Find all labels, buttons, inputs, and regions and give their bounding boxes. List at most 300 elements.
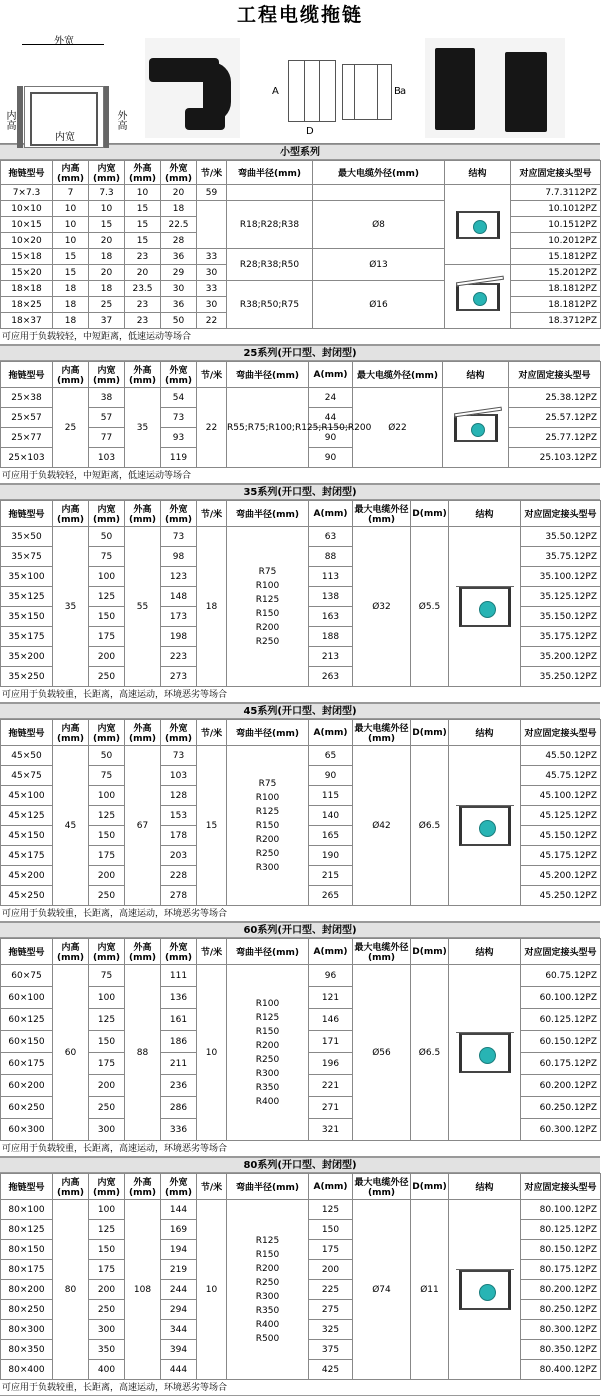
column-header: 内宽(mm) bbox=[89, 1174, 125, 1200]
table-cell: 55 bbox=[125, 527, 161, 687]
column-header: 外高(mm) bbox=[125, 939, 161, 965]
table-cell: 188 bbox=[309, 627, 353, 647]
column-header: 弯曲半径(mm) bbox=[227, 939, 309, 965]
table-cell: 22.5 bbox=[161, 217, 197, 233]
table-cell: 80×400 bbox=[1, 1360, 53, 1380]
table-cell: 60.300.12PZ bbox=[521, 1119, 601, 1141]
table-cell: 23 bbox=[125, 313, 161, 329]
column-header: 节/米 bbox=[197, 1174, 227, 1200]
table-cell: 60.150.12PZ bbox=[521, 1031, 601, 1053]
table-cell: 45.100.12PZ bbox=[521, 786, 601, 806]
table-cell: 60×250 bbox=[1, 1097, 53, 1119]
table-cell: 36 bbox=[161, 249, 197, 265]
table-cell: 20 bbox=[125, 265, 161, 281]
section-note: 可应用于负载较重，长距离，高速运动，环境恶劣等场合 bbox=[0, 687, 600, 703]
table-cell: R125 R150 R200 R250 R300 R350 R400 R500 bbox=[227, 1200, 309, 1380]
table-cell: 18×37 bbox=[1, 313, 53, 329]
spec-table bbox=[0, 938, 601, 1141]
table-cell bbox=[449, 1200, 521, 1380]
table-cell: 35×50 bbox=[1, 527, 53, 547]
column-header: A(mm) bbox=[309, 362, 353, 388]
table-cell: 45×250 bbox=[1, 886, 53, 906]
column-header: 弯曲半径(mm) bbox=[227, 501, 309, 527]
cable-icon bbox=[479, 601, 496, 618]
column-header: 最大电缆外径(mm) bbox=[353, 720, 411, 746]
table-cell: 425 bbox=[309, 1360, 353, 1380]
column-header: 内宽(mm) bbox=[89, 362, 125, 388]
table-cell: Ø6.5 bbox=[411, 746, 449, 906]
outer-width-line bbox=[22, 44, 104, 45]
table-row bbox=[1, 388, 601, 408]
column-header: 内宽(mm) bbox=[89, 161, 125, 185]
table-cell: 140 bbox=[309, 806, 353, 826]
table-cell: 200 bbox=[89, 1280, 125, 1300]
table-cell: 394 bbox=[161, 1340, 197, 1360]
table-cell: 28 bbox=[161, 233, 197, 249]
table-cell: 336 bbox=[161, 1119, 197, 1141]
table-cell: 29 bbox=[161, 265, 197, 281]
column-header: 结构 bbox=[445, 161, 511, 185]
table-cell: 35×100 bbox=[1, 567, 53, 587]
table-cell: 35.100.12PZ bbox=[521, 567, 601, 587]
table-cell: R75 R100 R125 R150 R200 R250 R300 bbox=[227, 746, 309, 906]
column-header: 外宽(mm) bbox=[161, 501, 197, 527]
cable-icon bbox=[473, 220, 487, 234]
table-cell: 15.1812PZ bbox=[511, 249, 601, 265]
table-cell: 103 bbox=[161, 766, 197, 786]
table-cell: 80.125.12PZ bbox=[521, 1220, 601, 1240]
table-row bbox=[1, 185, 601, 201]
column-header: 对应固定接头型号 bbox=[509, 362, 601, 388]
table-row bbox=[1, 1200, 601, 1220]
table-cell: Ø11 bbox=[411, 1200, 449, 1380]
table-cell: 221 bbox=[309, 1075, 353, 1097]
table-cell: 22 bbox=[197, 388, 227, 468]
table-cell: 10.1012PZ bbox=[511, 201, 601, 217]
table-cell: 35.200.12PZ bbox=[521, 647, 601, 667]
column-header: 最大电缆外径(mm) bbox=[353, 939, 411, 965]
table-cell: 161 bbox=[161, 1009, 197, 1031]
column-header: A(mm) bbox=[309, 720, 353, 746]
table-cell: 60 bbox=[53, 965, 89, 1141]
column-header: A(mm) bbox=[309, 939, 353, 965]
table-cell: 125 bbox=[309, 1200, 353, 1220]
table-cell: 219 bbox=[161, 1260, 197, 1280]
frame-left-plate bbox=[17, 86, 23, 148]
table-cell: 60×200 bbox=[1, 1075, 53, 1097]
section-note: 可应用于负载较重，长距离，高速运动，环境恶劣等场合 bbox=[0, 1380, 600, 1396]
table-cell bbox=[449, 965, 521, 1141]
table-cell: 375 bbox=[309, 1340, 353, 1360]
column-header: 外高(mm) bbox=[125, 501, 161, 527]
table-cell: 35.150.12PZ bbox=[521, 607, 601, 627]
column-header: 拖链型号 bbox=[1, 362, 53, 388]
table-cell: 80.350.12PZ bbox=[521, 1340, 601, 1360]
column-header: 内宽(mm) bbox=[89, 501, 125, 527]
table-cell: R18;R28;R38 bbox=[227, 201, 313, 249]
column-header: 结构 bbox=[449, 1174, 521, 1200]
header-row bbox=[1, 1174, 601, 1200]
table-cell: 80×175 bbox=[1, 1260, 53, 1280]
table-cell: 45.175.12PZ bbox=[521, 846, 601, 866]
table-cell: 10 bbox=[53, 233, 89, 249]
table-cell: 80×125 bbox=[1, 1220, 53, 1240]
table-cell: 45×125 bbox=[1, 806, 53, 826]
table-cell: 236 bbox=[161, 1075, 197, 1097]
table-cell: 45.200.12PZ bbox=[521, 866, 601, 886]
column-header: 外高(mm) bbox=[125, 161, 161, 185]
table-cell: 18.1812PZ bbox=[511, 281, 601, 297]
table-cell: 10 bbox=[89, 201, 125, 217]
column-header: 拖链型号 bbox=[1, 720, 53, 746]
table-cell: 80×200 bbox=[1, 1280, 53, 1300]
table-cell: 150 bbox=[309, 1220, 353, 1240]
table-cell: 190 bbox=[309, 846, 353, 866]
column-header: 拖链型号 bbox=[1, 161, 53, 185]
spec-table bbox=[0, 719, 601, 906]
table-cell: Ø42 bbox=[353, 746, 411, 906]
table-cell: 163 bbox=[309, 607, 353, 627]
table-cell: Ø8 bbox=[313, 201, 445, 249]
table-cell: 100 bbox=[89, 786, 125, 806]
table-cell: 175 bbox=[309, 1240, 353, 1260]
table-cell: 213 bbox=[309, 647, 353, 667]
table-cell: 60.125.12PZ bbox=[521, 1009, 601, 1031]
table-cell: 150 bbox=[89, 826, 125, 846]
spec-table bbox=[0, 361, 601, 468]
table-cell: 108 bbox=[125, 1200, 161, 1380]
table-cell: 171 bbox=[309, 1031, 353, 1053]
column-header: 节/米 bbox=[197, 939, 227, 965]
table-cell: 344 bbox=[161, 1320, 197, 1340]
table-cell: 45 bbox=[53, 746, 89, 906]
column-header: 外宽(mm) bbox=[161, 161, 197, 185]
chain-lower-run bbox=[185, 108, 225, 130]
table-cell: 148 bbox=[161, 587, 197, 607]
table-cell: 35×175 bbox=[1, 627, 53, 647]
column-header: 对应固定接头型号 bbox=[521, 501, 601, 527]
table-cell: 125 bbox=[89, 806, 125, 826]
table-cell bbox=[443, 388, 509, 468]
column-header: 节/米 bbox=[197, 161, 227, 185]
table-cell: 10.2012PZ bbox=[511, 233, 601, 249]
table-cell: 35.125.12PZ bbox=[521, 587, 601, 607]
table-cell: 60×300 bbox=[1, 1119, 53, 1141]
table-cell: 35.250.12PZ bbox=[521, 667, 601, 687]
table-cell: 75 bbox=[89, 965, 125, 987]
structure-diagram bbox=[456, 211, 500, 239]
table-cell: 103 bbox=[89, 448, 125, 468]
table-cell: 80.100.12PZ bbox=[521, 1200, 601, 1220]
table-cell: 33 bbox=[197, 281, 227, 297]
table-cell: 10 bbox=[197, 1200, 227, 1380]
column-header: 外宽(mm) bbox=[161, 720, 197, 746]
cable-icon bbox=[479, 820, 496, 837]
table-cell: Ø5.5 bbox=[411, 527, 449, 687]
column-header: 节/米 bbox=[197, 362, 227, 388]
cable-icon bbox=[473, 292, 487, 306]
table-cell: 80.175.12PZ bbox=[521, 1260, 601, 1280]
bracket-right bbox=[505, 52, 547, 132]
table-cell: 25.77.12PZ bbox=[509, 428, 601, 448]
table-cell: 73 bbox=[161, 746, 197, 766]
table-cell: 125 bbox=[89, 1220, 125, 1240]
table-cell: 294 bbox=[161, 1300, 197, 1320]
table-cell: 244 bbox=[161, 1280, 197, 1300]
table-cell: 198 bbox=[161, 627, 197, 647]
table-cell: 125 bbox=[89, 1009, 125, 1031]
table-cell: 300 bbox=[89, 1320, 125, 1340]
table-cell: Ø6.5 bbox=[411, 965, 449, 1141]
table-cell: 325 bbox=[309, 1320, 353, 1340]
table-cell: 18 bbox=[89, 281, 125, 297]
table-cell: 111 bbox=[161, 965, 197, 987]
table-cell: 175 bbox=[89, 627, 125, 647]
column-header: 节/米 bbox=[197, 720, 227, 746]
table-cell: 15 bbox=[53, 249, 89, 265]
inner-width-label: 内宽 bbox=[55, 132, 75, 143]
rail-line bbox=[456, 805, 514, 808]
table-cell: 80×350 bbox=[1, 1340, 53, 1360]
table-cell: 400 bbox=[89, 1360, 125, 1380]
table-cell: 50 bbox=[161, 313, 197, 329]
table-cell: 178 bbox=[161, 826, 197, 846]
table-cell: 121 bbox=[309, 987, 353, 1009]
table-cell: 44 bbox=[309, 408, 353, 428]
table-cell: Ø32 bbox=[353, 527, 411, 687]
table-cell: 350 bbox=[89, 1340, 125, 1360]
table-cell: 18.3712PZ bbox=[511, 313, 601, 329]
header-row bbox=[1, 161, 601, 185]
structure-diagram bbox=[459, 1270, 511, 1310]
table-cell: 18 bbox=[53, 281, 89, 297]
section-title: 小型系列 bbox=[0, 144, 600, 160]
table-cell: 60.175.12PZ bbox=[521, 1053, 601, 1075]
dim-B: B bbox=[394, 86, 401, 97]
table-cell: 225 bbox=[309, 1280, 353, 1300]
table-cell: 25×57 bbox=[1, 408, 53, 428]
table-cell: 80.200.12PZ bbox=[521, 1280, 601, 1300]
outer-width-label: 外宽 bbox=[54, 36, 74, 47]
series-tables bbox=[0, 144, 600, 1396]
table-cell: 57 bbox=[89, 408, 125, 428]
table-cell: 60.200.12PZ bbox=[521, 1075, 601, 1097]
column-header: D(mm) bbox=[411, 939, 449, 965]
header-row bbox=[1, 720, 601, 746]
column-header: D(mm) bbox=[411, 501, 449, 527]
column-header: 节/米 bbox=[197, 501, 227, 527]
table-cell: 150 bbox=[89, 1031, 125, 1053]
header-row bbox=[1, 501, 601, 527]
table-cell: 125 bbox=[89, 587, 125, 607]
cable-icon bbox=[471, 423, 485, 437]
table-cell: 45×200 bbox=[1, 866, 53, 886]
dim-a: a bbox=[400, 86, 407, 97]
spec-table bbox=[0, 160, 601, 329]
table-cell: 123 bbox=[161, 567, 197, 587]
bracket-left bbox=[435, 48, 475, 130]
column-header: 内高(mm) bbox=[53, 939, 89, 965]
table-cell: 273 bbox=[161, 667, 197, 687]
table-cell: 100 bbox=[89, 1200, 125, 1220]
table-cell: Ø56 bbox=[353, 965, 411, 1141]
table-cell: 88 bbox=[309, 547, 353, 567]
bracket-photo bbox=[425, 38, 565, 138]
table-cell: 15 bbox=[125, 233, 161, 249]
column-header: 结构 bbox=[449, 939, 521, 965]
table-cell: 25×103 bbox=[1, 448, 53, 468]
table-cell: 45×150 bbox=[1, 826, 53, 846]
table-cell: 45.150.12PZ bbox=[521, 826, 601, 846]
table-cell: 54 bbox=[161, 388, 197, 408]
table-cell: 45×175 bbox=[1, 846, 53, 866]
table-cell bbox=[227, 185, 313, 201]
section-title: 35系列(开口型、封闭型) bbox=[0, 484, 600, 500]
column-header: A(mm) bbox=[309, 1174, 353, 1200]
table-cell bbox=[313, 185, 445, 201]
table-cell: 90 bbox=[309, 428, 353, 448]
table-cell: 45.125.12PZ bbox=[521, 806, 601, 826]
table-cell: 7×7.3 bbox=[1, 185, 53, 201]
dim-D: D bbox=[306, 126, 314, 137]
table-cell: 18 bbox=[53, 313, 89, 329]
column-header: 内高(mm) bbox=[53, 1174, 89, 1200]
table-cell: 35×75 bbox=[1, 547, 53, 567]
table-cell: 37 bbox=[89, 313, 125, 329]
table-cell: 265 bbox=[309, 886, 353, 906]
table-cell: 250 bbox=[89, 667, 125, 687]
table-cell: 10 bbox=[53, 217, 89, 233]
section-title: 80系列(开口型、封闭型) bbox=[0, 1157, 600, 1173]
column-header: 弯曲半径(mm) bbox=[227, 362, 309, 388]
table-cell: Ø13 bbox=[313, 249, 445, 281]
table-cell: R75 R100 R125 R150 R200 R250 bbox=[227, 527, 309, 687]
table-cell: 25 bbox=[89, 297, 125, 313]
table-cell: 18.1812PZ bbox=[511, 297, 601, 313]
table-cell: 35.75.12PZ bbox=[521, 547, 601, 567]
table-cell: 90 bbox=[309, 766, 353, 786]
column-header: 内宽(mm) bbox=[89, 720, 125, 746]
structure-diagram bbox=[459, 806, 511, 846]
section-note: 可应用于负载较轻，中短距离，低速运动等场合 bbox=[0, 468, 600, 484]
table-cell: 45×75 bbox=[1, 766, 53, 786]
table-cell: 80×100 bbox=[1, 1200, 53, 1220]
table-cell: 35×200 bbox=[1, 647, 53, 667]
table-cell: 169 bbox=[161, 1220, 197, 1240]
column-header: A(mm) bbox=[309, 501, 353, 527]
column-header: 弯曲半径(mm) bbox=[227, 161, 313, 185]
structure-diagram bbox=[459, 1033, 511, 1073]
table-cell: 23 bbox=[125, 297, 161, 313]
table-cell: 98 bbox=[161, 547, 197, 567]
table-cell: 18 bbox=[89, 249, 125, 265]
header-row bbox=[1, 362, 601, 388]
table-cell: 22 bbox=[197, 313, 227, 329]
table-cell: 15×18 bbox=[1, 249, 53, 265]
table-cell: 30 bbox=[197, 297, 227, 313]
table-cell: 60×100 bbox=[1, 987, 53, 1009]
table-cell: 7 bbox=[53, 185, 89, 201]
section-note: 可应用于负载较重，长距离，高速运动，环境恶劣等场合 bbox=[0, 1141, 600, 1157]
table-cell: R28;R38;R50 bbox=[227, 249, 313, 281]
table-cell: 60.75.12PZ bbox=[521, 965, 601, 987]
table-cell: 175 bbox=[89, 1053, 125, 1075]
table-cell: 119 bbox=[161, 448, 197, 468]
table-cell: Ø74 bbox=[353, 1200, 411, 1380]
column-header: 结构 bbox=[449, 720, 521, 746]
table-cell: 80 bbox=[53, 1200, 89, 1380]
table-cell: Ø22 bbox=[353, 388, 443, 468]
column-header: 外宽(mm) bbox=[161, 1174, 197, 1200]
table-cell bbox=[449, 527, 521, 687]
page-title: 工程电缆拖链 bbox=[236, 4, 363, 26]
table-cell: R55;R75;R100;R125;R150;R200 bbox=[227, 388, 309, 468]
table-cell: 35×250 bbox=[1, 667, 53, 687]
table-cell: 35.50.12PZ bbox=[521, 527, 601, 547]
column-header: 拖链型号 bbox=[1, 939, 53, 965]
table-cell: 215 bbox=[309, 866, 353, 886]
column-header: D(mm) bbox=[411, 720, 449, 746]
table-cell: 18×25 bbox=[1, 297, 53, 313]
table-cell: 10×10 bbox=[1, 201, 53, 217]
table-cell: 59 bbox=[197, 185, 227, 201]
table-cell: 50 bbox=[89, 527, 125, 547]
table-cell: 138 bbox=[309, 587, 353, 607]
table-row bbox=[1, 281, 601, 297]
section-title: 60系列(开口型、封闭型) bbox=[0, 922, 600, 938]
table-cell bbox=[445, 265, 511, 329]
section-note: 可应用于负载较重，长距离，高速运动，环境恶劣等场合 bbox=[0, 906, 600, 922]
column-header: 最大电缆外径(mm) bbox=[353, 362, 443, 388]
table-cell: 18 bbox=[161, 201, 197, 217]
column-header: 最大电缆外径(mm) bbox=[353, 501, 411, 527]
table-cell: 146 bbox=[309, 1009, 353, 1031]
table-cell: 80.150.12PZ bbox=[521, 1240, 601, 1260]
table-cell: 33 bbox=[197, 249, 227, 265]
table-cell: 10×15 bbox=[1, 217, 53, 233]
column-header: 外宽(mm) bbox=[161, 939, 197, 965]
column-header: 对应固定接头型号 bbox=[511, 161, 601, 185]
table-cell: 35 bbox=[53, 527, 89, 687]
table-cell: 165 bbox=[309, 826, 353, 846]
table-cell: 173 bbox=[161, 607, 197, 627]
table-cell: 23 bbox=[125, 249, 161, 265]
table-cell bbox=[197, 201, 227, 249]
section-title: 45系列(开口型、封闭型) bbox=[0, 703, 600, 719]
column-header: 弯曲半径(mm) bbox=[227, 1174, 309, 1200]
table-cell: 144 bbox=[161, 1200, 197, 1220]
structure-diagram bbox=[459, 587, 511, 627]
table-cell: 211 bbox=[161, 1053, 197, 1075]
column-header: 拖链型号 bbox=[1, 1174, 53, 1200]
table-cell: R100 R125 R150 R200 R250 R300 R350 R400 bbox=[227, 965, 309, 1141]
table-cell: 65 bbox=[309, 746, 353, 766]
table-cell: 25×77 bbox=[1, 428, 53, 448]
lid-line bbox=[453, 406, 501, 417]
table-row bbox=[1, 746, 601, 766]
table-cell: 200 bbox=[309, 1260, 353, 1280]
table-cell: 271 bbox=[309, 1097, 353, 1119]
table-row bbox=[1, 201, 601, 217]
table-cell: 80.300.12PZ bbox=[521, 1320, 601, 1340]
table-cell: 80×300 bbox=[1, 1320, 53, 1340]
column-header: 内高(mm) bbox=[53, 501, 89, 527]
table-cell: 18×18 bbox=[1, 281, 53, 297]
table-cell: 228 bbox=[161, 866, 197, 886]
rail-line bbox=[456, 1269, 514, 1272]
column-header: 外宽(mm) bbox=[161, 362, 197, 388]
table-cell: 25 bbox=[53, 388, 89, 468]
